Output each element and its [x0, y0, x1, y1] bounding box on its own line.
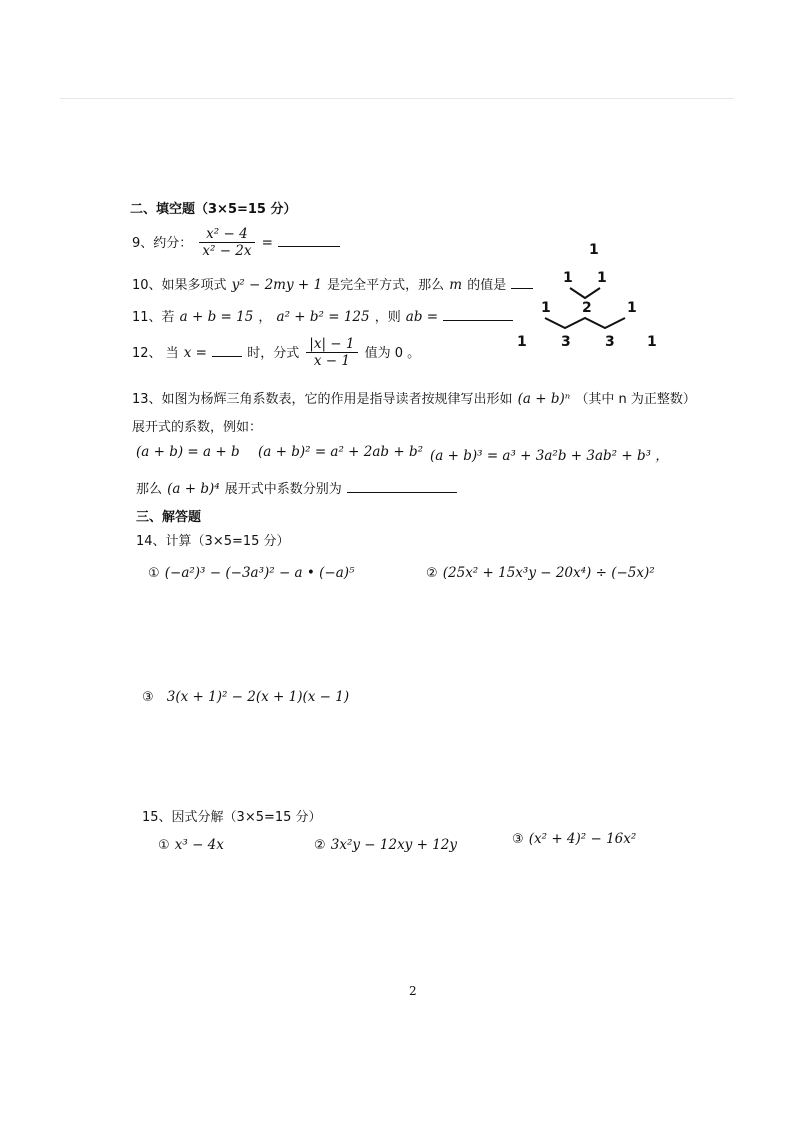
q12-text-2: 值为 0 。 [364, 346, 421, 361]
q13-example-2: (a + b)² = a² + 2ab + b² [258, 444, 424, 460]
pascal-row2-1: 1 [563, 270, 573, 286]
q10-expression: y² − 2my + 1 [231, 277, 323, 293]
section-3-title: 三、解答题 [136, 510, 202, 525]
q13-text-1a: 13、如图为杨辉三角系数表，它的作用是指导读者按规律写出形如 [132, 392, 513, 407]
q15-p2-mark: ② [314, 838, 326, 853]
q10-text-2: 的值是 [467, 278, 507, 293]
q10-text-1: 是完全平方式，那么 [327, 278, 445, 293]
pascal-row2-2: 1 [597, 270, 607, 286]
q11-expression-1: a + b = 15 [179, 309, 254, 325]
q15-p2-expression: 3x²y − 12xy + 12y [330, 837, 458, 853]
question-13-line-4 [136, 478, 457, 497]
pascal-row4-1: 1 [517, 334, 527, 350]
q11-label: 11、若 [132, 310, 175, 325]
question-13-line-2: 展开式的系数，例如： [132, 420, 263, 435]
q13-example-1: (a + b) = a + b [136, 444, 240, 460]
question-13-line-1 [132, 388, 696, 407]
q15-p1-expression: x³ − 4x [174, 837, 224, 853]
section-2-title: 二、填空题（3×5=15 分） [130, 202, 297, 217]
q14-part-3 [142, 686, 349, 705]
question-9 [132, 226, 340, 259]
q11-answer-blank[interactable] [443, 308, 513, 321]
q13-text-1b: （其中 n 为正整数） [575, 392, 696, 407]
q12-fraction [306, 336, 357, 369]
q15-part-2 [314, 834, 457, 853]
q11-expression-3: ab = [405, 309, 439, 325]
question-12 [132, 336, 420, 369]
q9-answer-blank[interactable] [278, 234, 340, 247]
q12-denominator: x − 1 [313, 353, 350, 369]
q11-expression-2: a² + b² = 125 [276, 309, 370, 325]
pascal-row4-2: 3 [561, 334, 571, 350]
q15-p3-mark: ③ [512, 832, 524, 847]
q12-expression: x = [183, 345, 207, 361]
q10-variable: m [449, 277, 463, 293]
pascal-row3-2: 2 [582, 300, 592, 316]
q9-label: 9、约分： [132, 236, 193, 251]
q14-part-1 [148, 562, 354, 581]
q14-p2-expression: (25x² + 15x³y − 20x⁴) ÷ (−5x)² [442, 565, 655, 581]
pascal-row4-3: 3 [605, 334, 615, 350]
q9-numerator: x² − 4 [199, 226, 254, 243]
pascal-triangle-lines [505, 236, 655, 356]
q14-p3-expression: 3(x + 1)² − 2(x + 1)(x − 1) [166, 689, 350, 705]
q13-answer-blank[interactable] [347, 480, 457, 493]
q13-text-4a: 那么 [136, 482, 163, 497]
q15-part-3 [512, 828, 636, 847]
pascal-row4-4: 1 [647, 334, 657, 350]
pascal-row3-1: 1 [541, 300, 551, 316]
q11-text: ，则 [374, 310, 401, 325]
q9-denominator: x² − 2x [202, 243, 252, 259]
q14-part-2 [426, 562, 655, 581]
q9-equals: = [261, 235, 273, 251]
q13-text-4b: 展开式中系数分别为 [224, 482, 342, 497]
q12-label: 12、 当 [132, 346, 179, 361]
q14-p2-mark: ② [426, 566, 438, 581]
q15-p3-expression: (x² + 4)² − 16x² [528, 831, 637, 847]
q10-label: 10、如果多项式 [132, 278, 227, 293]
q14-p1-mark: ① [148, 566, 160, 581]
q12-numerator: |x| − 1 [306, 336, 357, 353]
page-number: 2 [409, 984, 417, 998]
q15-p1-mark: ① [158, 838, 170, 853]
q14-p1-expression: (−a²)³ − (−3a³)² − a • (−a)⁵ [164, 565, 355, 581]
q11-separator: ， [258, 310, 272, 325]
scan-artifact-line [60, 98, 734, 99]
question-11 [132, 306, 513, 325]
q12-text-1: 时，分式 [247, 346, 300, 361]
pascal-row3-3: 1 [627, 300, 637, 316]
q15-label: 15、因式分解（3×5=15 分） [142, 810, 322, 825]
q13-expression-n: (a + b)ⁿ [517, 391, 571, 407]
q14-p3-mark: ③ [142, 690, 154, 705]
question-10 [132, 274, 533, 293]
q13-example-3: (a + b)³ = a³ + 3a²b + 3ab² + b³ ， [430, 448, 669, 464]
pascal-triangle-figure [505, 236, 655, 356]
pascal-row1-1: 1 [589, 242, 599, 258]
q15-part-1 [158, 834, 224, 853]
q13-expression-4: (a + b)⁴ [167, 481, 220, 497]
q12-answer-blank[interactable] [212, 344, 242, 357]
q9-fraction [199, 226, 254, 259]
q14-label: 14、计算（3×5=15 分） [136, 534, 290, 549]
